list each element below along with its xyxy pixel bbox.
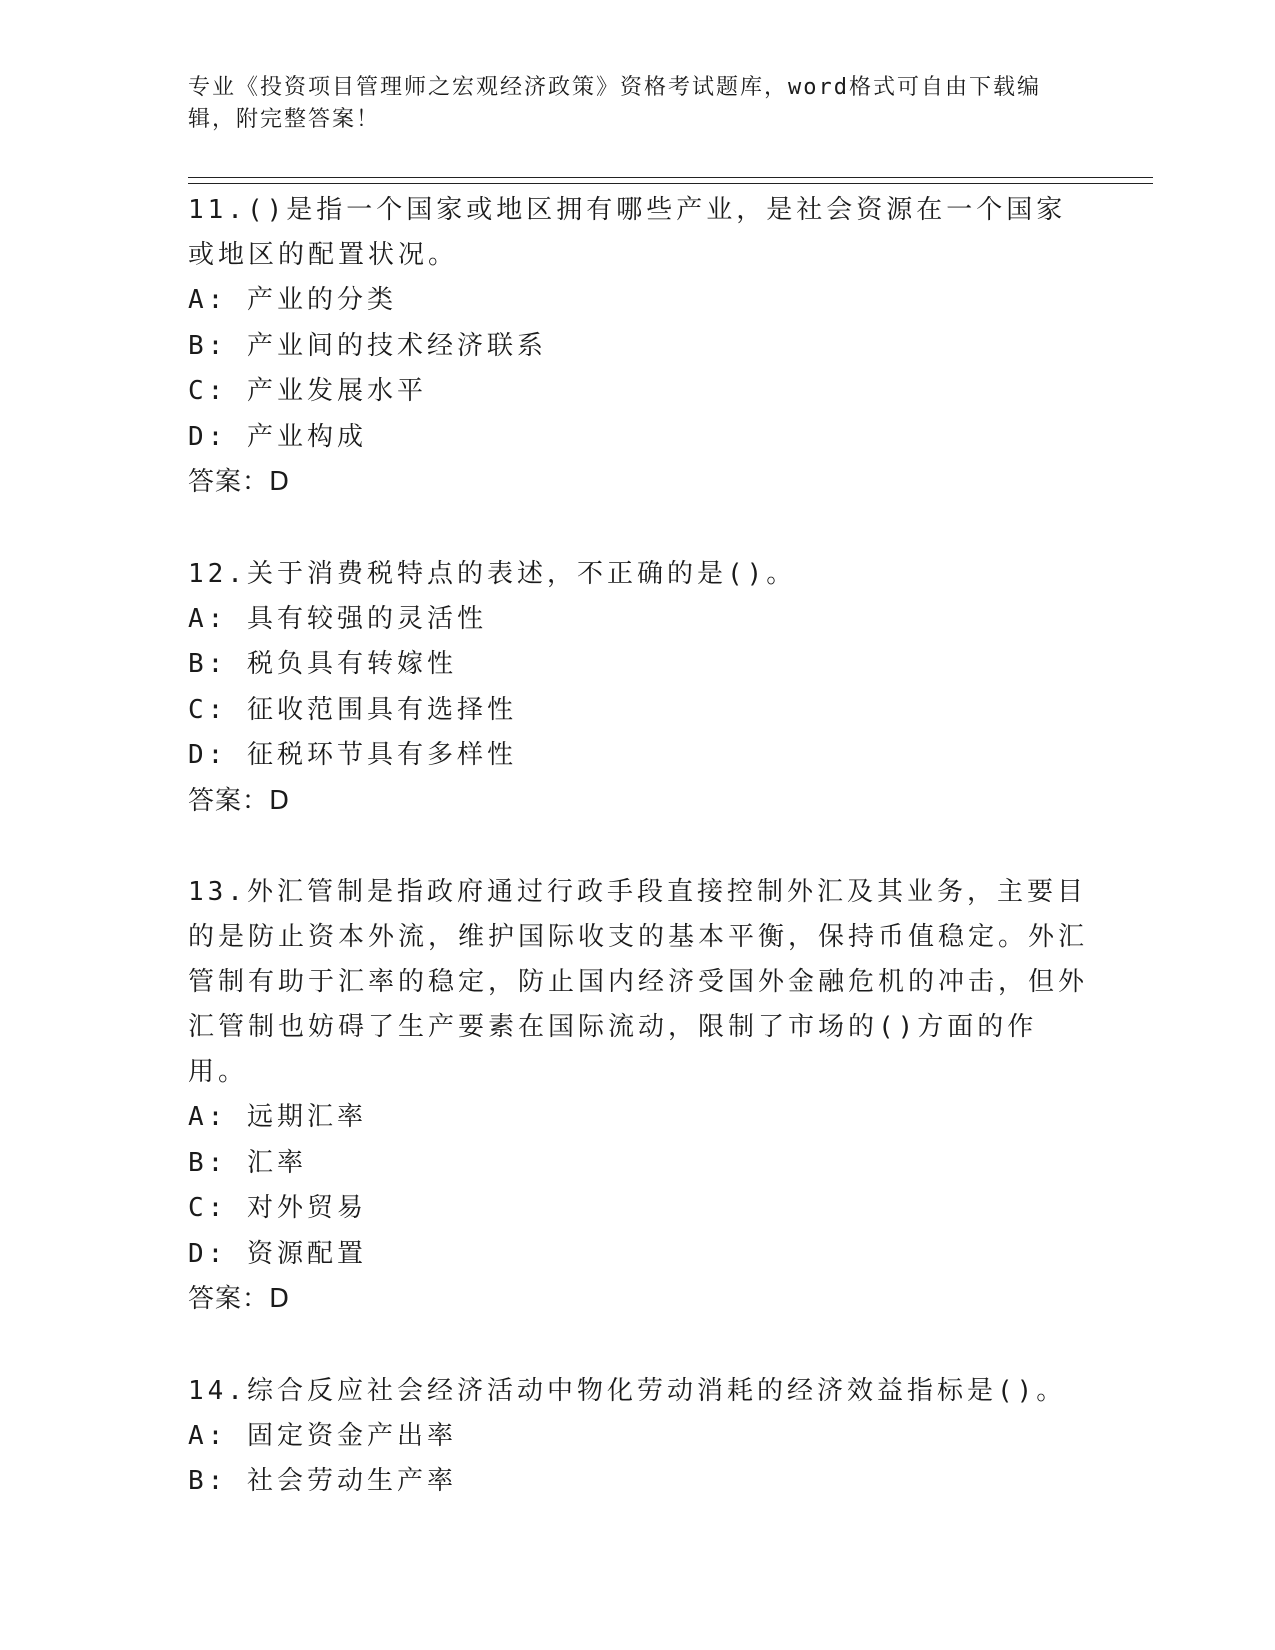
document-intro: 专业《投资项目管理师之宏观经济政策》资格考试题库，word格式可自由下载编辑，附完整答案！ [188,75,1041,132]
question-11 [188,188,1088,506]
answer-line: 答案：D [188,785,291,816]
header-rule-bottom [188,183,1153,184]
question-stem: 12.关于消费税特点的表述，不正确的是()。 [188,558,797,589]
option-b: B: 社会劳动生产率 [188,1466,457,1496]
option-a: A: 远期汇率 [188,1102,367,1132]
option-a: A: 产业的分类 [188,285,397,315]
option-b: B: 汇率 [188,1147,307,1178]
option-a: A: 固定资金产出率 [188,1420,457,1451]
answer-line: 答案：D [188,467,291,497]
question-list [188,188,1088,1551]
option-d: D: 征税环节具有多样性 [188,740,517,770]
option-c: C: 对外贸易 [188,1193,367,1223]
question-12 [188,552,1088,825]
option-b: B: 产业间的技术经济联系 [188,330,547,361]
question-stem: 11.()是指一个国家或地区拥有哪些产业，是社会资源在一个国家或地区的配置状况。 [188,195,1067,270]
option-d: D: 资源配置 [188,1238,367,1269]
option-d: D: 产业构成 [188,421,367,452]
header-rule-top [188,177,1153,178]
option-c: C: 产业发展水平 [188,376,427,406]
option-c: C: 征收范围具有选择性 [188,694,517,725]
question-stem: 14.综合反应社会经济活动中物化劳动消耗的经济效益指标是()。 [188,1375,1067,1406]
option-a: A: 具有较强的灵活性 [188,603,487,634]
question-stem: 13.外汇管制是指政府通过行政手段直接控制外汇及其业务，主要目的是防止资本外流，维护国际收支的基本平衡，保持币值稳定。外汇管制有助于汇率的稳定，防止国内经济受国外金融危机的冲击，但外汇管制也妨碍了生产要素在国际流动，限制了市场的()方面的作用。 [188,877,1089,1087]
question-14 [188,1369,1088,1505]
question-13 [188,870,1088,1323]
option-b: B: 税负具有转嫁性 [188,649,457,679]
answer-line: 答案：D [188,1284,291,1314]
